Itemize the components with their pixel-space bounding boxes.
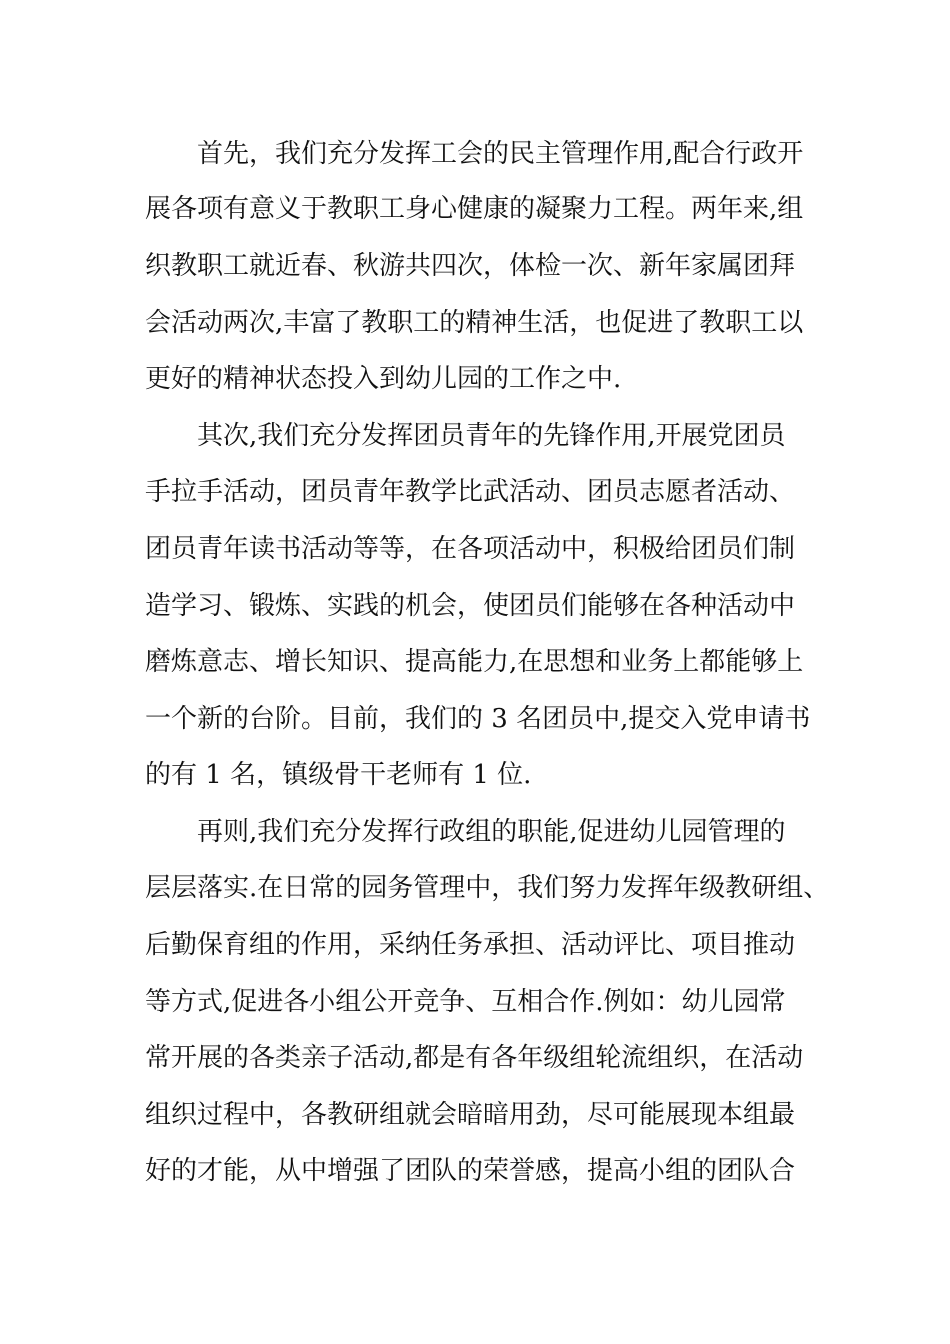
text-line: 展各项有意义于教职工身心健康的凝聚力工程。两年来,组 [145, 194, 804, 224]
text-line: 会活动两次,丰富了教职工的精神生活，也促进了教职工以 [145, 308, 804, 338]
text-line: 团员青年读书活动等等，在各项活动中，积极给团员们制 [145, 534, 796, 564]
text-line: 后勤保育组的作用，采纳任务承担、活动评比、项目推动 [145, 930, 796, 960]
text-line: 首先，我们充分发挥工会的民主管理作用,配合行政开 [197, 139, 804, 169]
text-line: 层层落实.在日常的园务管理中，我们努力发挥年级教研组、 [145, 873, 830, 903]
text-line: 组织过程中，各教研组就会暗暗用劲，尽可能展现本组最 [145, 1100, 796, 1130]
text-line: 造学习、锻炼、实践的机会，使团员们能够在各种活动中 [145, 591, 796, 621]
text-line: 更好的精神状态投入到幼儿园的工作之中. [145, 364, 622, 394]
text-line: 常开展的各类亲子活动,都是有各年级组轮流组织，在活动 [145, 1043, 804, 1073]
text-line: 再则,我们充分发挥行政组的职能,促进幼儿园管理的 [197, 817, 786, 847]
text-line: 一个新的台阶。目前，我们的 3 名团员中,提交入党申请书 [145, 704, 811, 734]
text-line: 其次,我们充分发挥团员青年的先锋作用,开展党团员 [197, 421, 786, 451]
text-line: 织教职工就近春、秋游共四次，体检一次、新年家属团拜 [145, 251, 796, 281]
text-line: 手拉手活动，团员青年教学比武活动、团员志愿者活动、 [145, 477, 796, 507]
text-line: 好的才能，从中增强了团队的荣誉感，提高小组的团队合 [145, 1156, 796, 1186]
text-line: 磨炼意志、增长知识、提高能力,在思想和业务上都能够上 [145, 647, 804, 677]
text-line: 的有 1 名，镇级骨干老师有 1 位. [145, 760, 532, 790]
text-line: 等方式,促进各小组公开竞争、互相合作.例如：幼儿园常 [145, 987, 786, 1017]
